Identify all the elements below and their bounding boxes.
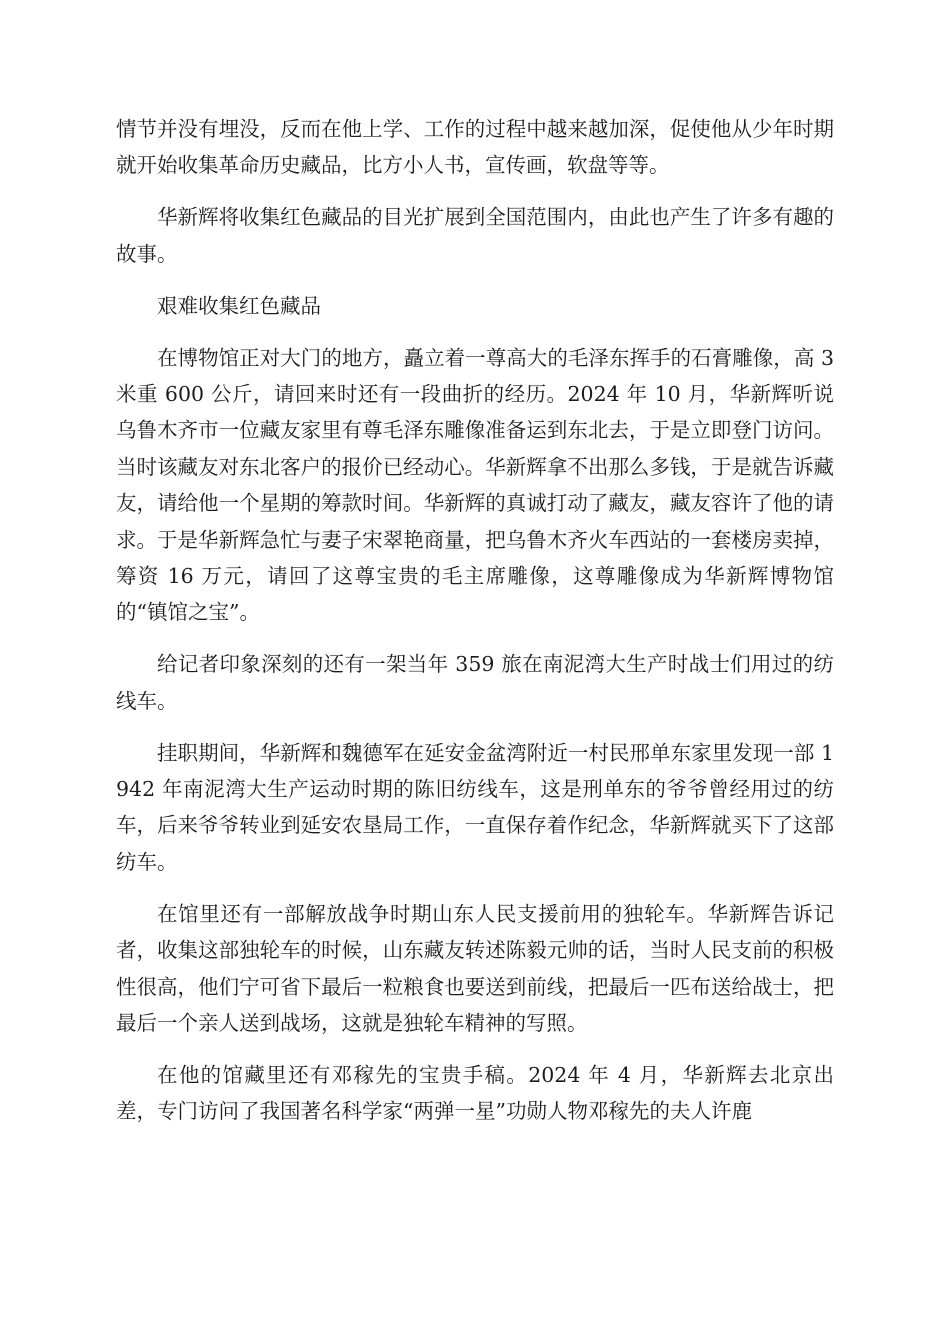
paragraph-wheelbarrow: 在馆里还有一部解放战争时期山东人民支援前用的独轮车。华新辉告诉记者，收集这部独轮车的时候，山东藏友转述陈毅元帅的话，当时人民支前的积极性很高，他们宁可省下最后一粒粮食也要送到前线，把最后一匹布送给战士，把最后一个亲人送到战场，这就是独轮车精神的写照。 [116,901,834,1035]
paragraph-manuscript: 在他的馆藏里还有邓稼先的宝贵手稿。2024 年 4 月，华新辉去北京出差，专门访问了我国著名科学家“两弹一星”功勋人物邓稼先的夫人许鹿 [116,1062,834,1124]
paragraph-continuation: 情节并没有埋没，反而在他上学、工作的过程中越来越加深，促使他从少年时期就开始收集革命历史藏品，比方小人书，宣传画，软盘等等。 [116,117,834,178]
article-body [116,111,834,1145]
paragraph-spinning-wheel-intro: 给记者印象深刻的还有一架当年 359 旅在南泥湾大生产时战士们用过的纺线车。 [116,652,834,713]
paragraph-mao-statue: 在博物馆正对大门的地方，矗立着一尊高大的毛泽东挥手的石膏雕像，高 3 米重 600 公斤，请回来时还有一段曲折的经历。2024 年 10 月，华新辉听说乌鲁木齐市一位藏友家里有尊毛泽东雕像准备运到东北去，于是立即登门访问。当时该藏友对东北客户的报价已经动心。华新辉拿不出那么多钱，于是就告诉藏友，请给他一个星期的筹款时间。华新辉的真诚打动了藏友，藏友容许了他的请求。于是华新辉急忙与妻子宋翠艳商量，把乌鲁木齐火车西站的一套楼房卖掉，筹资 16 万元，请回了这尊宝贵的毛主席雕像，这尊雕像成为华新辉博物馆的“镇馆之宝”。 [116,345,834,625]
paragraph-spinning-wheel-story: 挂职期间，华新辉和魏德军在延安金盆湾附近一村民邢单东家里发现一部 1942 年南泥湾大生产运动时期的陈旧纺线车，这是刑单东的爷爷曾经用过的纺车，后来爷爷转业到延安农垦局工作，一直保存着作纪念，华新辉就买下了这部纺车。 [116,740,834,874]
paragraph-collecting-scope: 华新辉将收集红色藏品的目光扩展到全国范围内，由此也产生了许多有趣的故事。 [116,205,834,266]
section-heading: 艰难收集红色藏品 [157,293,321,318]
